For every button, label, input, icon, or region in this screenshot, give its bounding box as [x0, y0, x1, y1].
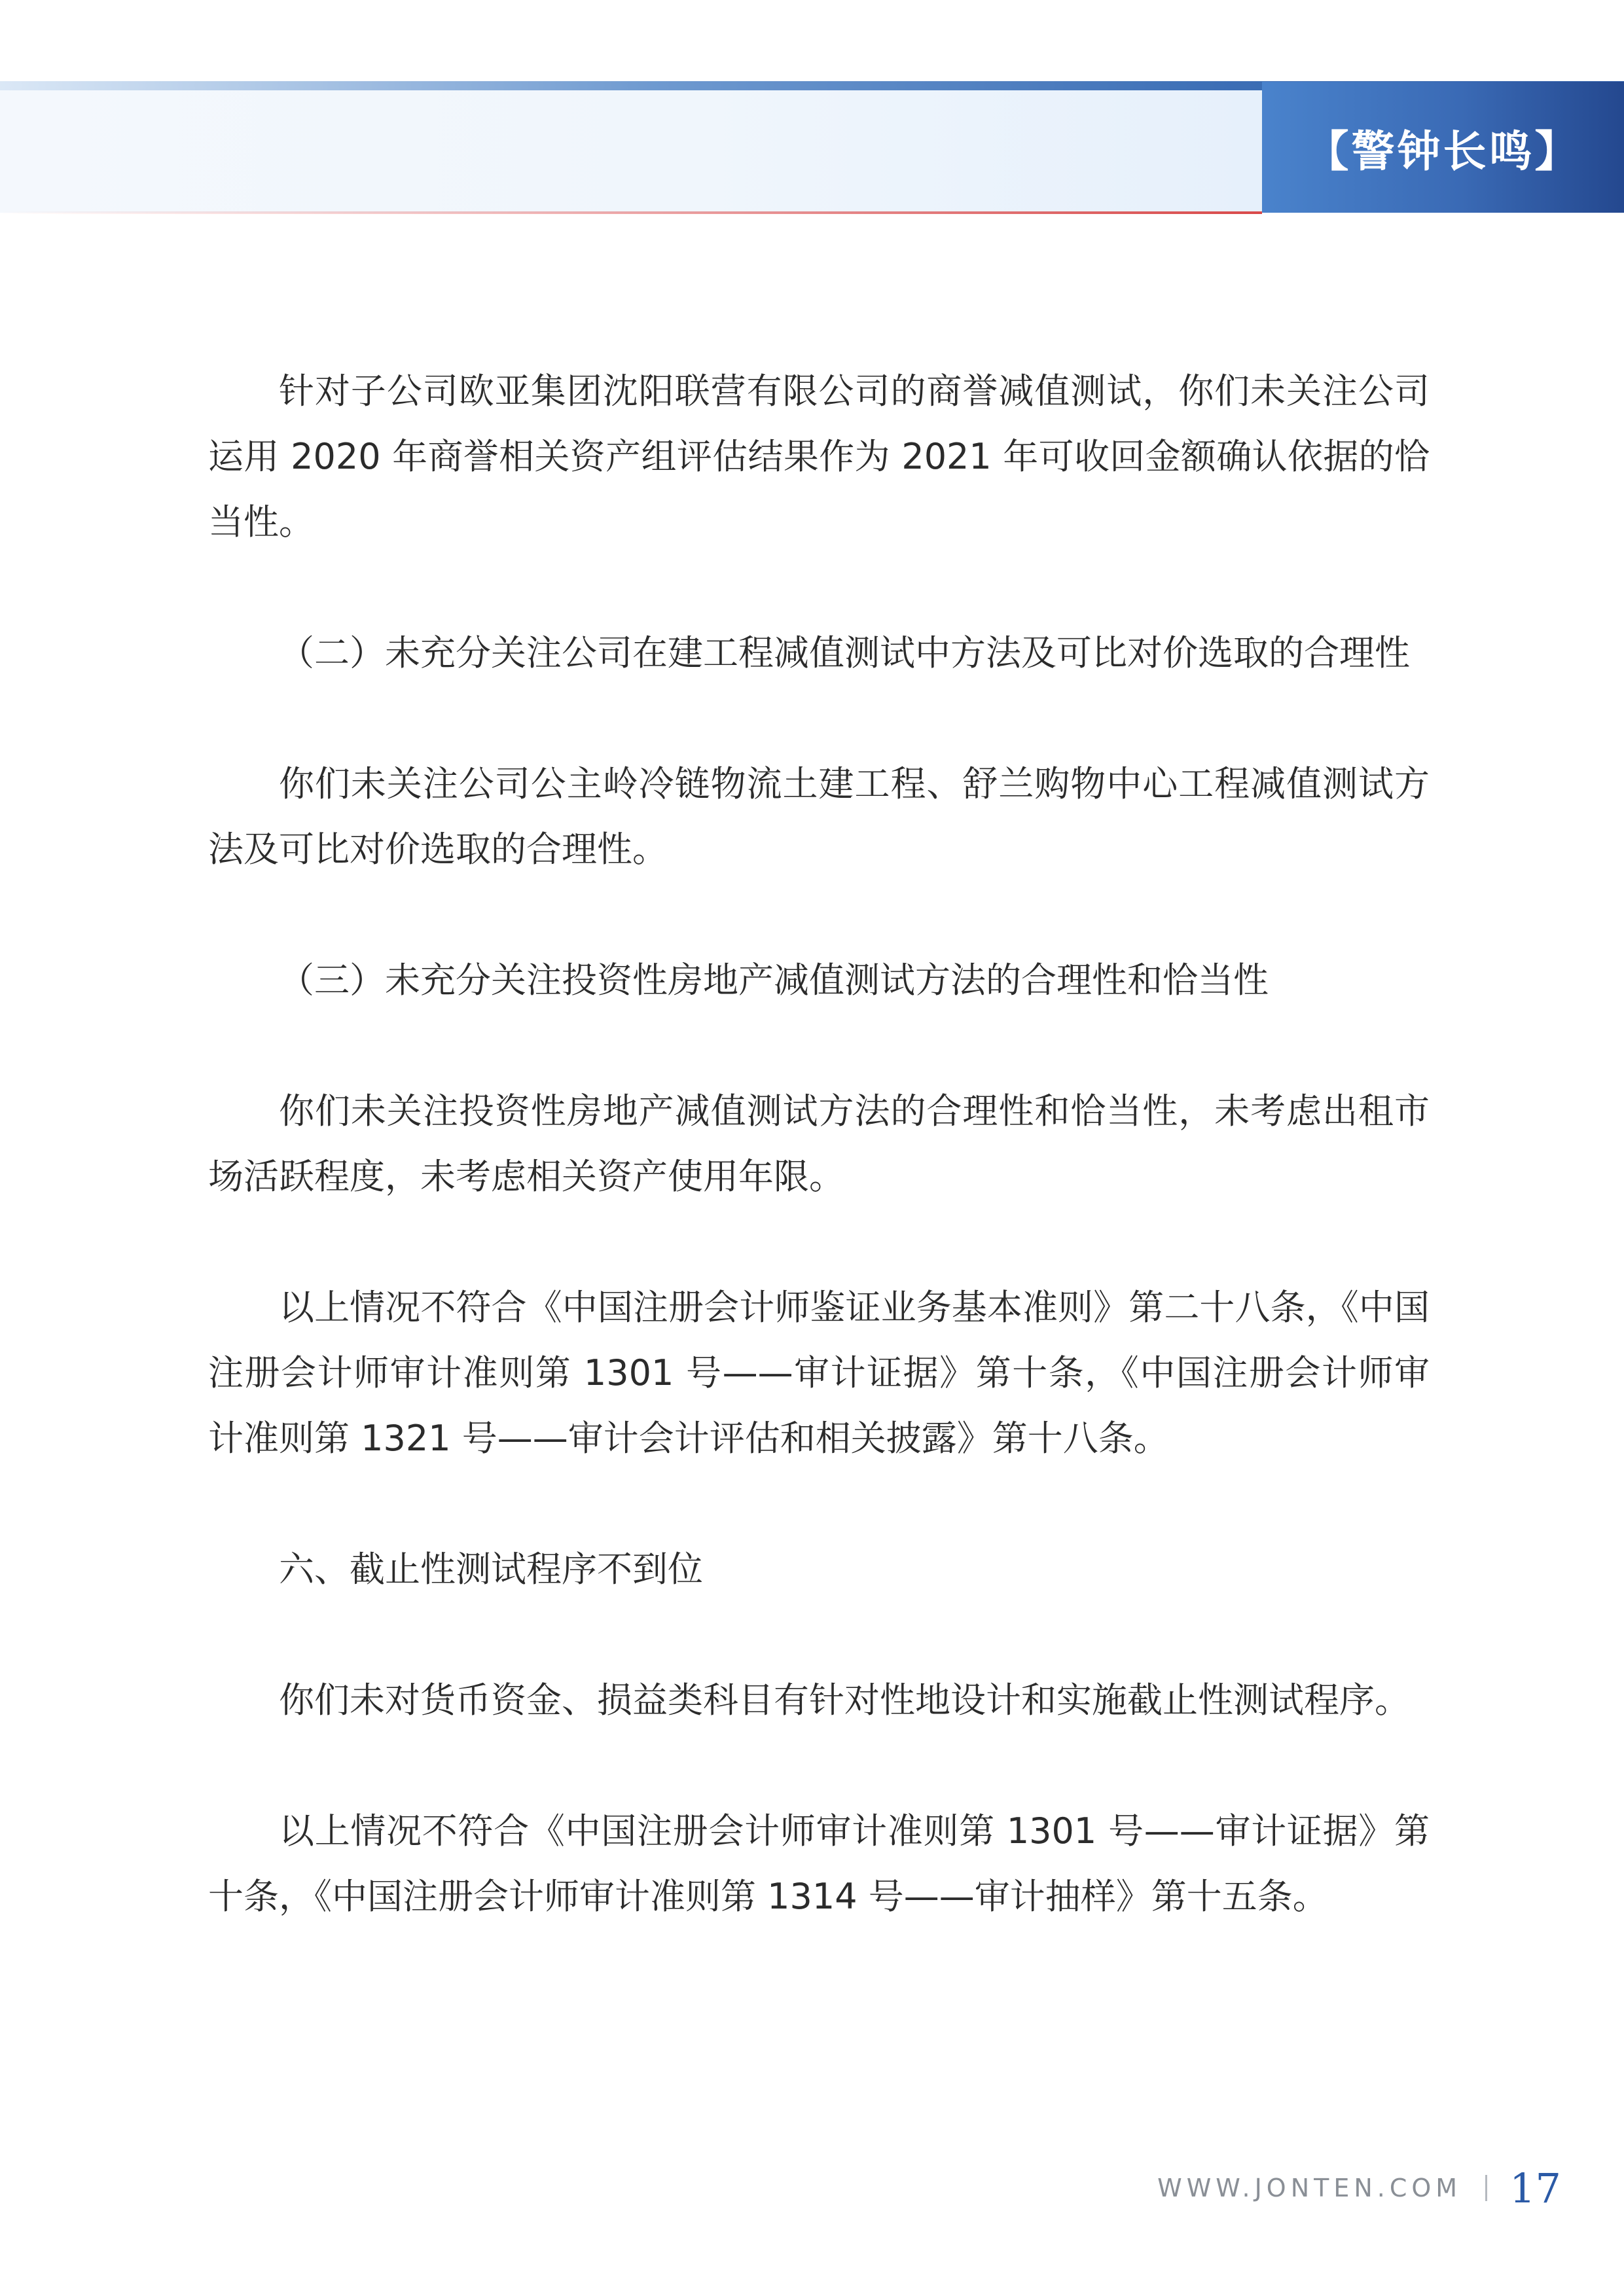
section-tab-label: 【警钟长鸣】 — [1305, 125, 1581, 177]
section-heading: （二）未充分关注公司在建工程减值测试中方法及可比对价选取的合理性 — [279, 632, 1410, 673]
page-number: 17 — [1509, 2164, 1561, 2212]
section-heading: 六、截止性测试程序不到位 — [279, 1549, 703, 1590]
paragraph: 你们未关注投资性房地产减值测试方法的合理性和恰当性，未考虑出租市场活跃程度，未考虑相关资产使用年限。 — [208, 1090, 1430, 1197]
paragraph: 你们未关注公司公主岭冷链物流土建工程、舒兰购物中心工程减值测试方法及可比对价选取的合理性。 — [208, 763, 1430, 870]
header-band — [0, 82, 1262, 213]
footer-url: WWW.JONTEN.COM — [1157, 2174, 1462, 2202]
paragraph: 以上情况不符合《中国注册会计师审计准则第 1301 号——审计证据》第十条，《中国注册会计师审计准则第 1314 号——审计抽样》第十五条。 — [208, 1810, 1430, 1917]
page-footer — [1157, 2159, 1561, 2217]
paragraph: 针对子公司欧亚集团沈阳联营有限公司的商誉减值测试，你们未关注公司运用 2020 年商誉相关资产组评估结果作为 2021 年可收回金额确认依据的恰当性。 — [208, 370, 1430, 543]
header-bottom-rule — [0, 211, 1262, 214]
paragraph: 以上情况不符合《中国注册会计师鉴证业务基本准则》第二十八条，《中国注册会计师审计准则第 1301 号——审计证据》第十条，《中国注册会计师审计准则第 1321 号——审计会计评估和相关披露》第十八条。 — [208, 1287, 1430, 1459]
paragraph: 你们未对货币资金、损益类科目有针对性地设计和实施截止性测试程序。 — [279, 1679, 1410, 1721]
section-heading: （三）未充分关注投资性房地产减值测试方法的合理性和恰当性 — [279, 960, 1269, 1001]
document-body — [208, 359, 1430, 1929]
footer-divider — [1485, 2175, 1487, 2201]
section-tab — [1262, 82, 1624, 213]
